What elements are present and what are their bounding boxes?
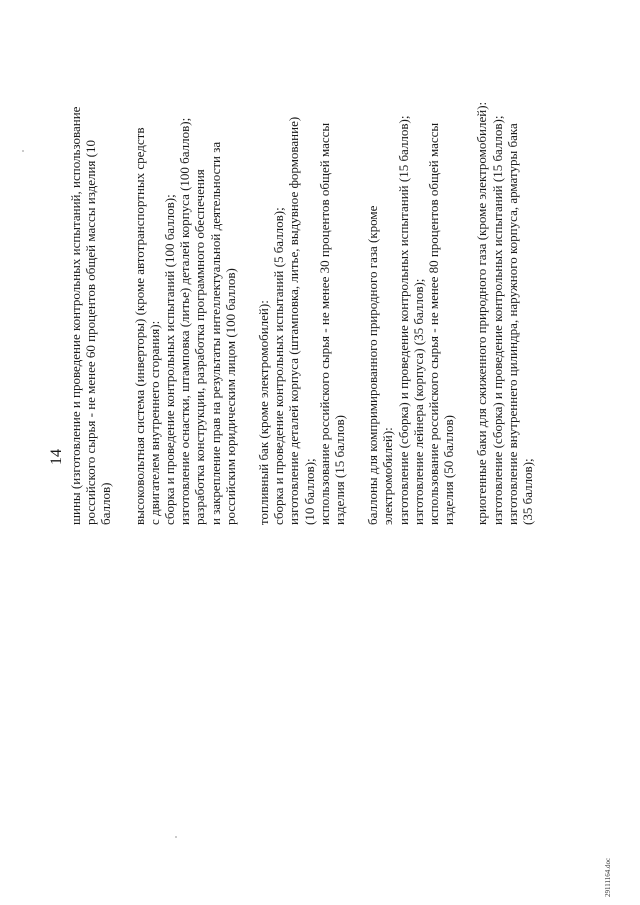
scan-speck [175,836,177,838]
text-line: изготовление (сборка) и проведение контрольных испытаний (15 баллов); [489,115,505,525]
text-line: изготовление оснастки, штамповка (литье) деталей корпуса (100 баллов); [177,117,193,525]
text-line: электромобилей): [380,427,396,525]
paragraph-inverters [132,55,238,525]
text-line: изготовление деталей корпуса (штамповка, литье, выдувное формование) [286,116,302,525]
text-line: баллоны для компримированного природного газа (кроме [365,205,381,525]
text-line: российского сырья - не менее 60 процентов общей массы изделия (10 [83,140,99,525]
text-line: разработка конструкции, разработка программного обеспечения [192,169,208,525]
page-number: 14 [48,449,65,465]
text-line: изготовление внутреннего цилиндра, наружного корпуса, арматуры бака [504,123,520,525]
text-line: криогенные баки для сжиженного природного газа (кроме электромобилей): [474,101,490,525]
footer-filename: 29111164.doc [604,857,612,897]
text-line: баллов) [98,482,114,525]
text-line: (10 баллов); [301,458,317,525]
text-line: шины (изготовление и проведение контрольных испытаний, использование [68,106,83,525]
text-line: и закрепление прав на результаты интеллектуальной деятельности за [207,141,223,525]
paragraph-lng-tanks [474,55,535,525]
paragraph-tires [68,55,114,525]
text-line: изготовление (сборка) и проведение контрольных испытаний (15 баллов); [395,115,411,525]
text-line: сборка и проведение контрольных испытаний (100 баллов); [162,194,178,525]
text-line: использование российского сырья - не менее 80 процентов общей массы [426,122,442,525]
text-line: (35 баллов); [520,458,536,525]
scan-speck [22,150,24,152]
text-line: изготовление лейнера (корпуса) (35 баллов); [410,278,426,525]
text-line: сборка и проведение контрольных испытаний (5 баллов); [271,207,287,525]
text-line: изделия (50 баллов) [441,415,457,525]
text-line: российским юридическим лицом (100 баллов) [222,268,238,525]
text-line: изделия (15 баллов) [332,415,348,525]
text-line: топливный бак (кроме электромобилей): [256,300,272,525]
paragraph-fuel-tank [256,55,347,525]
text-line: использование российского сырья - не менее 30 процентов общей массы [316,122,332,525]
text-line: высоковольтная система (инверторы) (кроме автотранспортных средств [131,127,147,525]
paragraph-cng-cylinders [365,55,456,525]
text-line: с двигателем внутреннего сгорания): [146,320,162,525]
body-text [68,55,553,525]
